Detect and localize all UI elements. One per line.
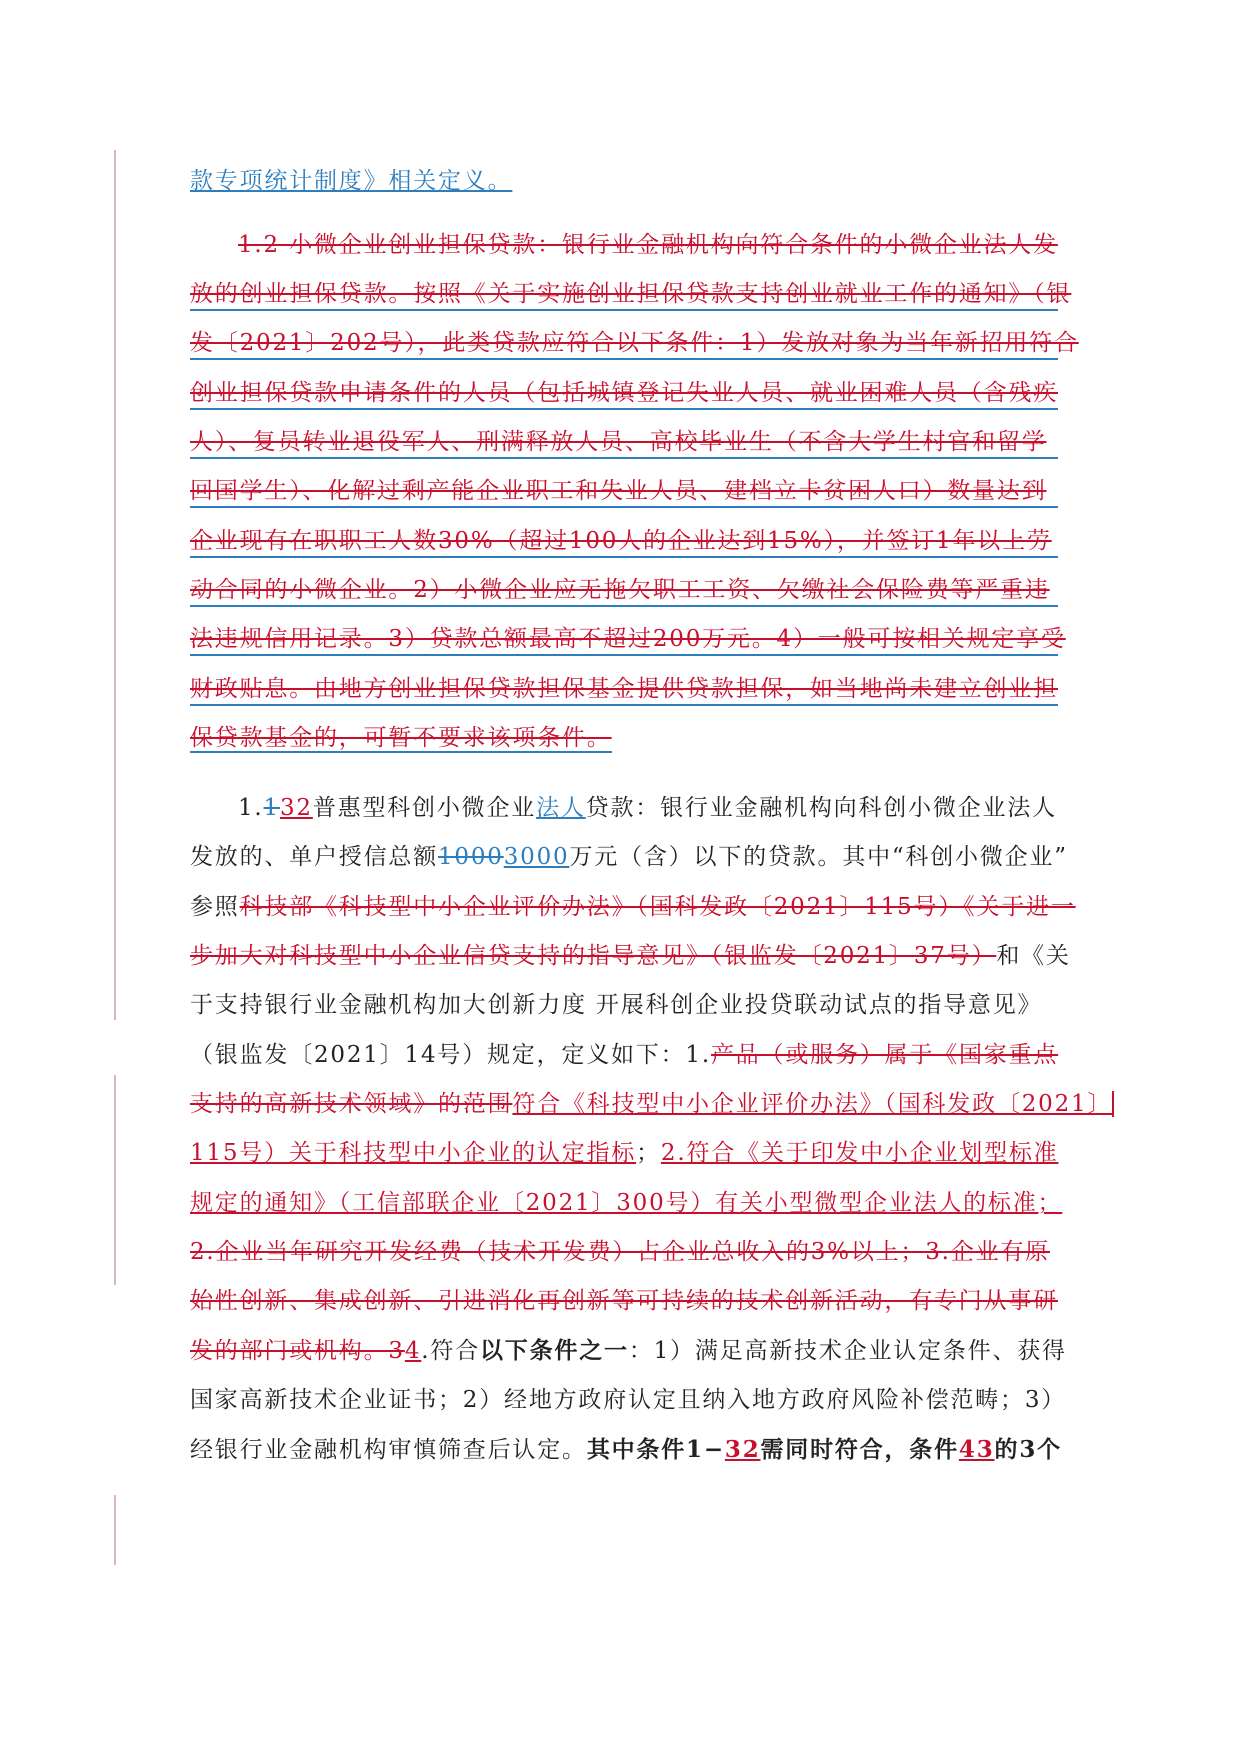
text-line-20 — [190, 1138, 1070, 1168]
text-line-15 — [190, 892, 1076, 922]
plain-text: ； — [636, 1140, 661, 1166]
text-line-8 — [190, 526, 1058, 558]
deleted-text: 1.2 小微企业创业担保贷款：银行业金融机构向符合条件的小微企业法人发 — [238, 232, 1058, 258]
text-line-18 — [190, 1040, 1070, 1070]
deleted-text: 步加大对科技型中小企业信贷支持的指导意见》（银监发〔2021〕37号） — [190, 943, 997, 969]
deleted-text: 始性创新、集成创新、引进消化再创新等可持续的技术创新活动，有专门从事研 — [190, 1288, 1058, 1314]
deleted-text: 回国学生）、化解过剩产能企业职工和失业人员、建档立卡贫困人口）数量达到 — [190, 478, 1047, 504]
text-line-13 — [238, 793, 1070, 823]
text-line-11 — [190, 674, 1058, 706]
inserted-text: 32 — [724, 1436, 761, 1463]
plain-text: 发放的、单户授信总额 — [190, 844, 438, 870]
text-line-16 — [190, 941, 1070, 971]
text-line-12 — [190, 723, 1070, 753]
plain-text: 国家高新技术企业证书；2）经地方政府认定且纳入地方政府风险补偿范畴；3） — [190, 1387, 1067, 1413]
deleted-text: 1000 — [438, 844, 504, 870]
plain-text: 和《关 — [996, 943, 1071, 969]
deleted-text: 科技部《科技型中小企业评价办法》（国科发政〔2021〕115号）《关于进一 — [239, 894, 1076, 920]
plain-text: 万元（含）以下的贷款。其中“科创小微企业” — [569, 844, 1068, 870]
text-line-25 — [190, 1385, 1070, 1415]
plain-text: 贷款：银行业金融机构向科创小微企业法人 — [585, 795, 1057, 821]
deleted-text: 放的创业担保贷款。按照《关于实施创业担保贷款支持创业就业工作的通知》（银 — [190, 281, 1072, 307]
text-line-14 — [190, 842, 1070, 872]
text-line-4 — [190, 328, 1079, 360]
deleted-text: 企业现有在职职工人数30%（超过100人的企业达到15%），并签订1年以上劳 — [190, 528, 1052, 554]
deleted-text: 发的部门或机构。3 — [190, 1338, 405, 1364]
bold-text: 的3个 — [994, 1436, 1062, 1463]
inserted-text: 43 — [958, 1436, 995, 1463]
inserted-text: 款专项统计制度》相关定义。 — [190, 168, 513, 194]
deleted-text: 法违规信用记录。3）贷款总额最高不超过200万元。4）一般可按相关规定享受 — [190, 626, 1066, 652]
text-line-22 — [190, 1237, 1070, 1267]
inserted-text: 3000 — [503, 844, 570, 870]
text-line-5 — [190, 378, 1058, 410]
change-bar-1 — [114, 150, 116, 1020]
deleted-text: 2.企业当年研究开发经费（技术开发费）占企业总收入的3%以上；3.企业有原 — [190, 1239, 1050, 1265]
plain-text: （银监发〔2021〕14号）规定，定义如下：1. — [190, 1042, 711, 1068]
bold-text: 其中条件1− — [586, 1436, 725, 1463]
text-line-9 — [190, 575, 1058, 607]
text-line-24 — [190, 1336, 1070, 1366]
change-bar-3 — [114, 1495, 116, 1565]
plain-text: .符合 — [421, 1338, 480, 1364]
change-bar-2 — [114, 1075, 116, 1285]
text-line-7 — [190, 476, 1058, 508]
deleted-text: 支持的高新技术领域》的范围 — [190, 1091, 513, 1117]
text-line-6 — [190, 427, 1058, 459]
bold-text: 以下条件之一 — [480, 1337, 629, 1364]
text-line-19 — [190, 1089, 1113, 1119]
deleted-text: 1 — [263, 795, 280, 821]
deleted-text: 财政贴息。由地方创业担保贷款担保基金提供贷款担保，如当地尚未建立创业担 — [190, 676, 1058, 702]
text-line-3 — [190, 279, 1072, 311]
text-line-21 — [190, 1188, 1070, 1218]
deleted-text: 产品（或服务）属于《国家重点 — [710, 1042, 1059, 1068]
text-line-26 — [190, 1435, 1070, 1465]
inserted-text: 115号）关于科技型中小企业的认定指标 — [190, 1140, 637, 1166]
deleted-text: 发〔2021〕202号），此类贷款应符合以下条件：1）发放对象为当年新招用符合 — [190, 330, 1079, 356]
text-line-17 — [190, 990, 1070, 1020]
inserted-text: 2.符合《关于印发中小企业划型标准 — [660, 1140, 1059, 1166]
text-line-23 — [190, 1286, 1070, 1316]
plain-text: 经银行业金融机构审慎筛查后认定。 — [190, 1437, 587, 1463]
plain-text: 参照 — [190, 894, 240, 920]
bold-text: 需同时符合，条件 — [760, 1436, 959, 1463]
deleted-text: 创业担保贷款申请条件的人员（包括城镇登记失业人员、就业困难人员（含残疾 — [190, 380, 1058, 406]
text-line-2 — [238, 230, 1070, 260]
inserted-text: 法人 — [536, 795, 586, 821]
deleted-text: 动合同的小微企业。2）小微企业应无拖欠职工工资、欠缴社会保险费等严重违 — [190, 577, 1050, 603]
plain-text: 于支持银行业金融机构加大创新力度 开展科创企业投贷联动试点的指导意见》 — [190, 992, 1043, 1018]
inserted-text: 符合《科技型中小企业评价办法》（国科发政〔2021〕 — [512, 1091, 1113, 1117]
plain-text: 1. — [238, 795, 264, 821]
text-line-10 — [190, 624, 1066, 656]
deleted-text: 人）、复员转业退役军人、刑满释放人员、高校毕业生（不含大学生村官和留学 — [190, 429, 1047, 455]
plain-text: 普惠型科创小微企业 — [312, 795, 537, 821]
text-line-1 — [190, 166, 1070, 196]
inserted-text: 32 — [279, 795, 313, 821]
inserted-text: 规定的通知》（工信部联企业〔2021〕300号）有关小型微型企业法人的标准； — [190, 1190, 1063, 1216]
inserted-text: 4 — [404, 1338, 422, 1364]
plain-text: ：1）满足高新技术企业认定条件、获得 — [628, 1338, 1067, 1364]
deleted-text: 保贷款基金的，可暂不要求该项条件。 — [190, 725, 612, 751]
